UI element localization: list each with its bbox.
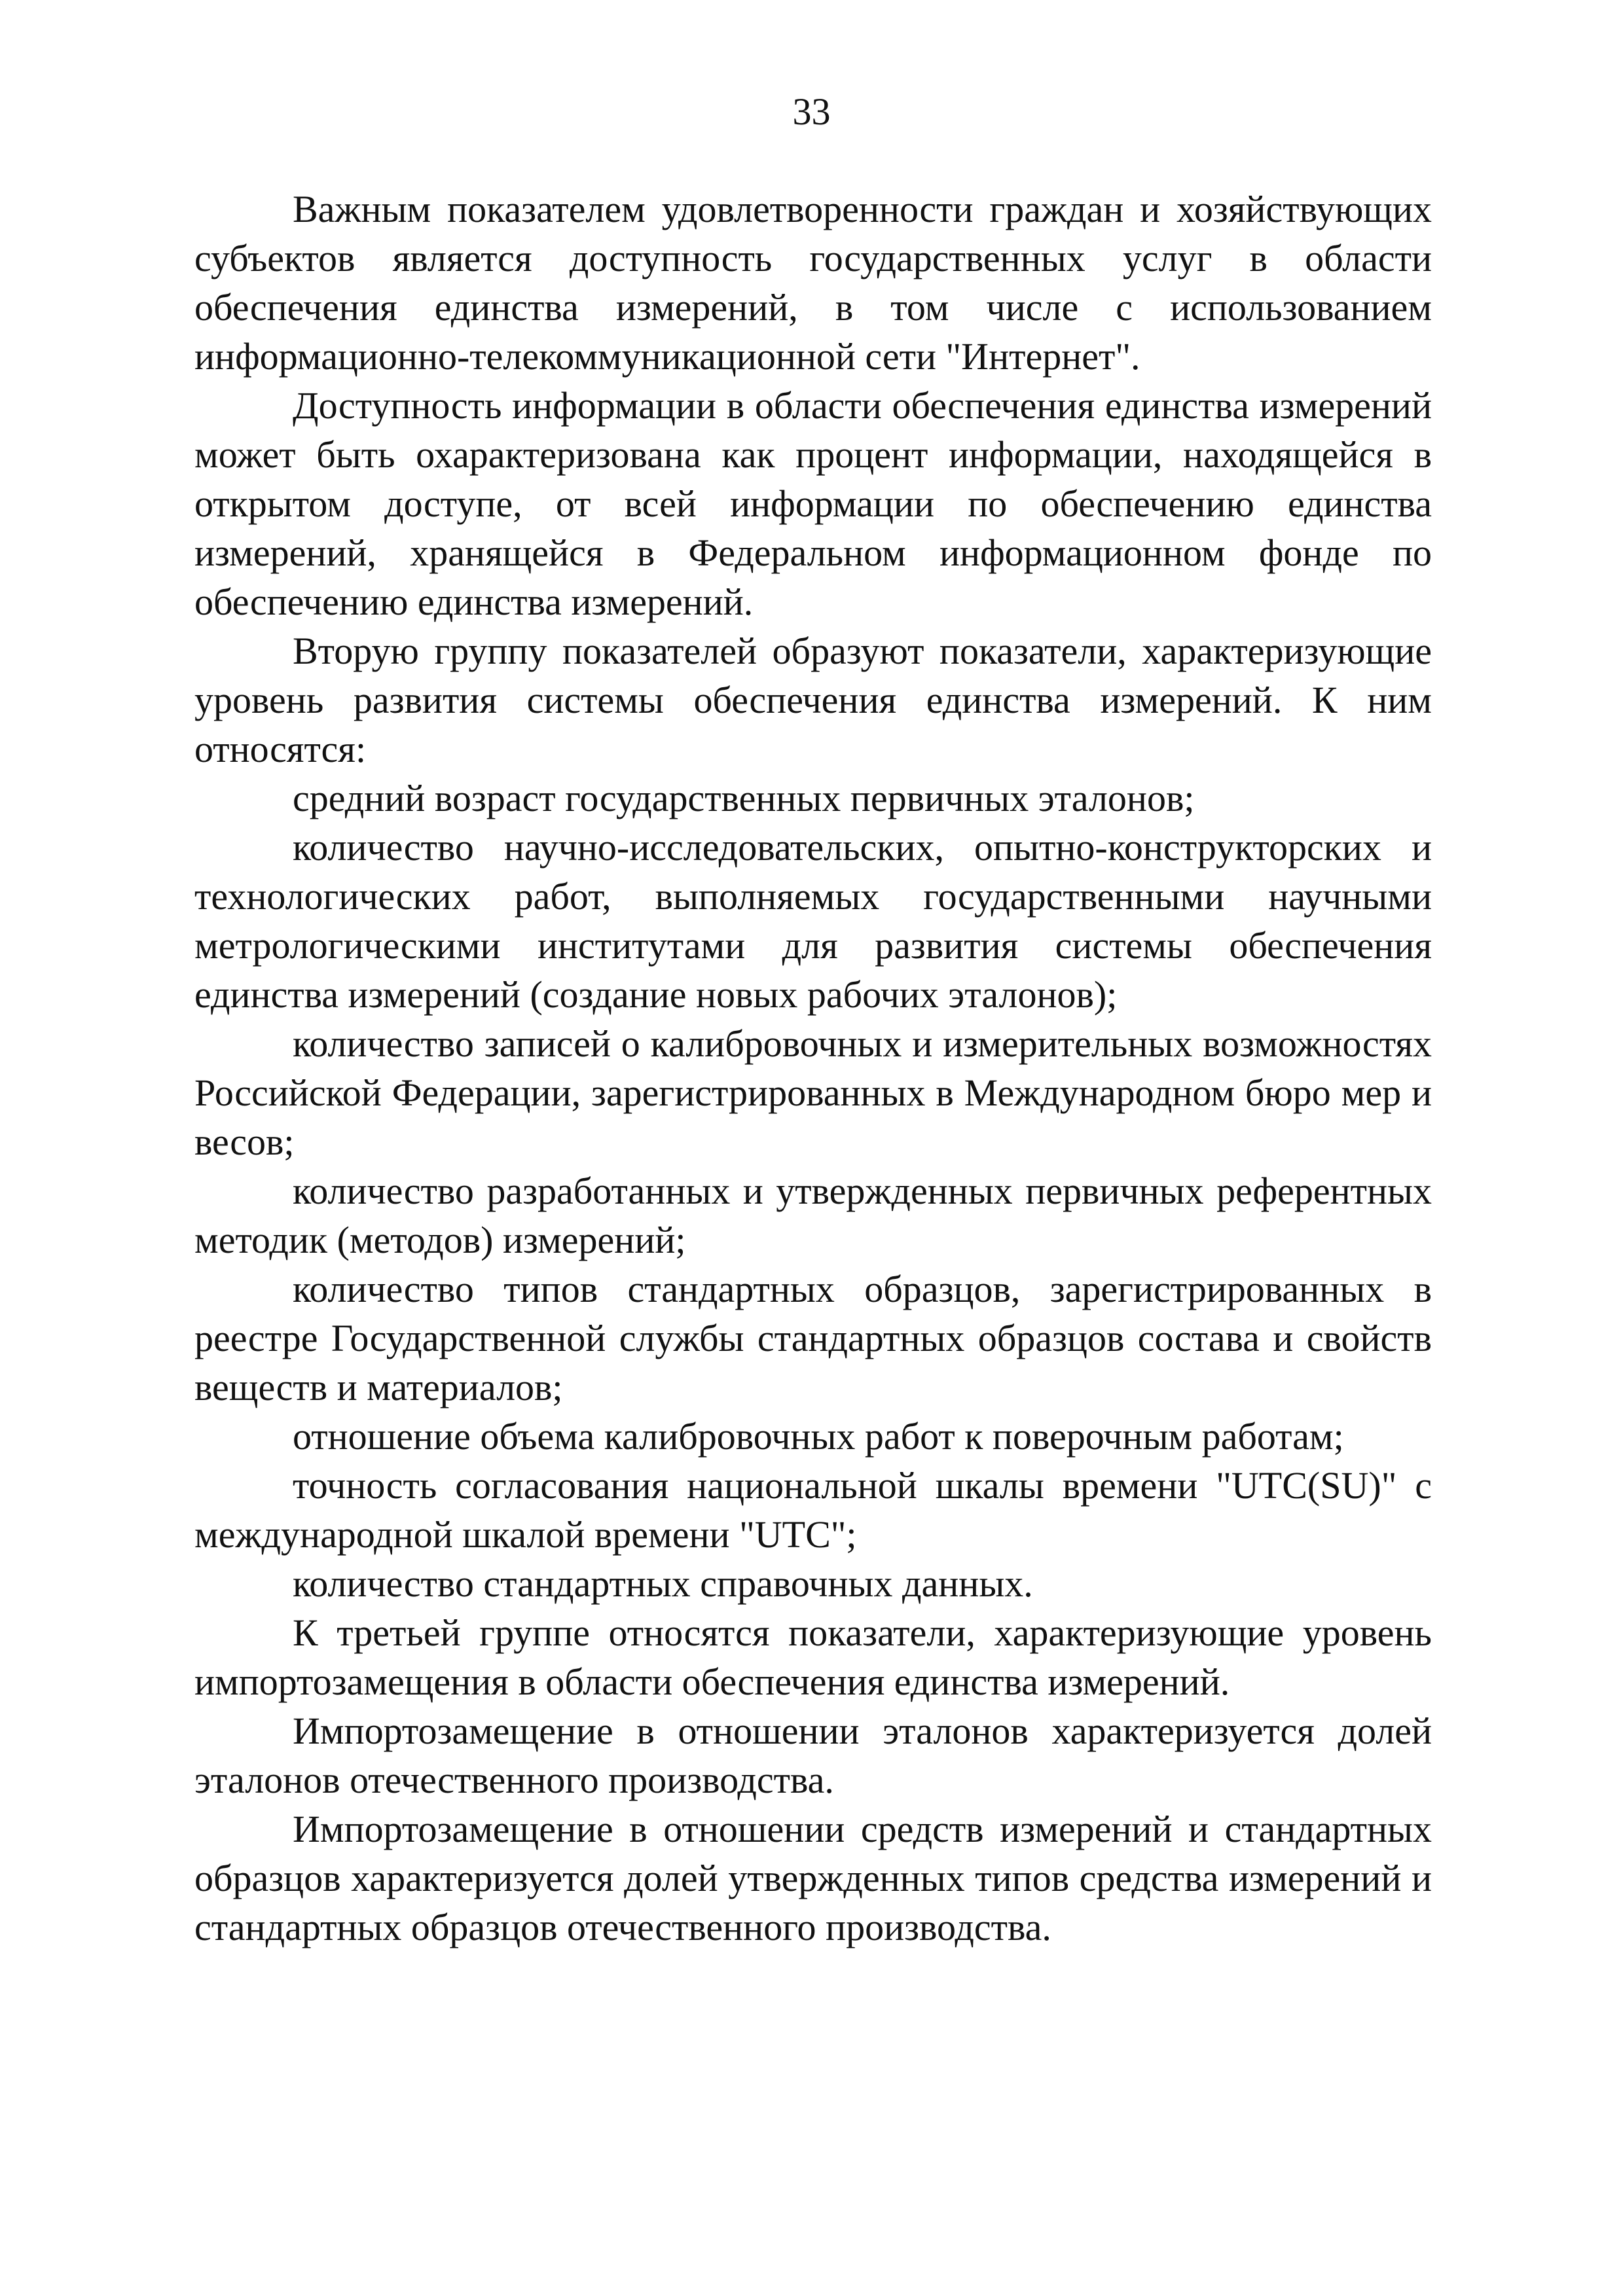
paragraph: Доступность информации в области обеспечения единства измерений может быть охарактеризована как процент информации, находящейся в открытом доступе, от всей информации по обеспечению единства измерений, хранящейся в Федеральном информационном фонде по обеспечению единства измерений. — [194, 384, 1432, 623]
paragraph: Вторую группу показателей образуют показатели, характеризующие уровень развития системы обеспечения единства измерений. К ним относятся: — [194, 630, 1432, 770]
list-item: количество разработанных и утвержденных первичных референтных методик (методов) измерений; — [194, 1170, 1432, 1261]
list-item: количество научно-исследовательских, опытно-конструкторских и технологических работ, выполняемых государственными научными метрологическими институтами для развития системы обеспечения единства измерений (создание новых рабочих эталонов); — [194, 826, 1432, 1016]
paragraph: К третьей группе относятся показатели, характеризующие уровень импортозамещения в области обеспечения единства измерений. — [194, 1611, 1432, 1703]
list-item: количество типов стандартных образцов, зарегистрированных в реестре Государственной службы стандартных образцов состава и свойств веществ и материалов; — [194, 1268, 1432, 1408]
list-item: отношение объема калибровочных работ к поверочным работам; — [293, 1415, 1344, 1458]
list-item: средний возраст государственных первичных эталонов; — [293, 777, 1195, 819]
list-item: количество стандартных справочных данных. — [293, 1562, 1033, 1605]
paragraph: Импортозамещение в отношении эталонов характеризуется долей эталонов отечественного производства. — [194, 1710, 1432, 1801]
page-number: 33 — [792, 90, 831, 133]
paragraph: Важным показателем удовлетворенности граждан и хозяйствующих субъектов является доступность государственных услуг в области обеспечения единства измерений, в том числе с использованием информационно-телекоммуникационной сети "Интернет". — [194, 188, 1432, 378]
document-body — [194, 185, 1432, 1952]
paragraph: Импортозамещение в отношении средств измерений и стандартных образцов характеризуется долей утвержденных типов средства измерений и стандартных образцов отечественного производства. — [194, 1808, 1432, 1948]
list-item: количество записей о калибровочных и измерительных возможностях Российской Федерации, зарегистрированных в Международном бюро мер и весов; — [194, 1022, 1432, 1163]
list-item: точность согласования национальной шкалы времени "UTC(SU)" с международной шкалой времени "UTC"; — [194, 1464, 1432, 1556]
